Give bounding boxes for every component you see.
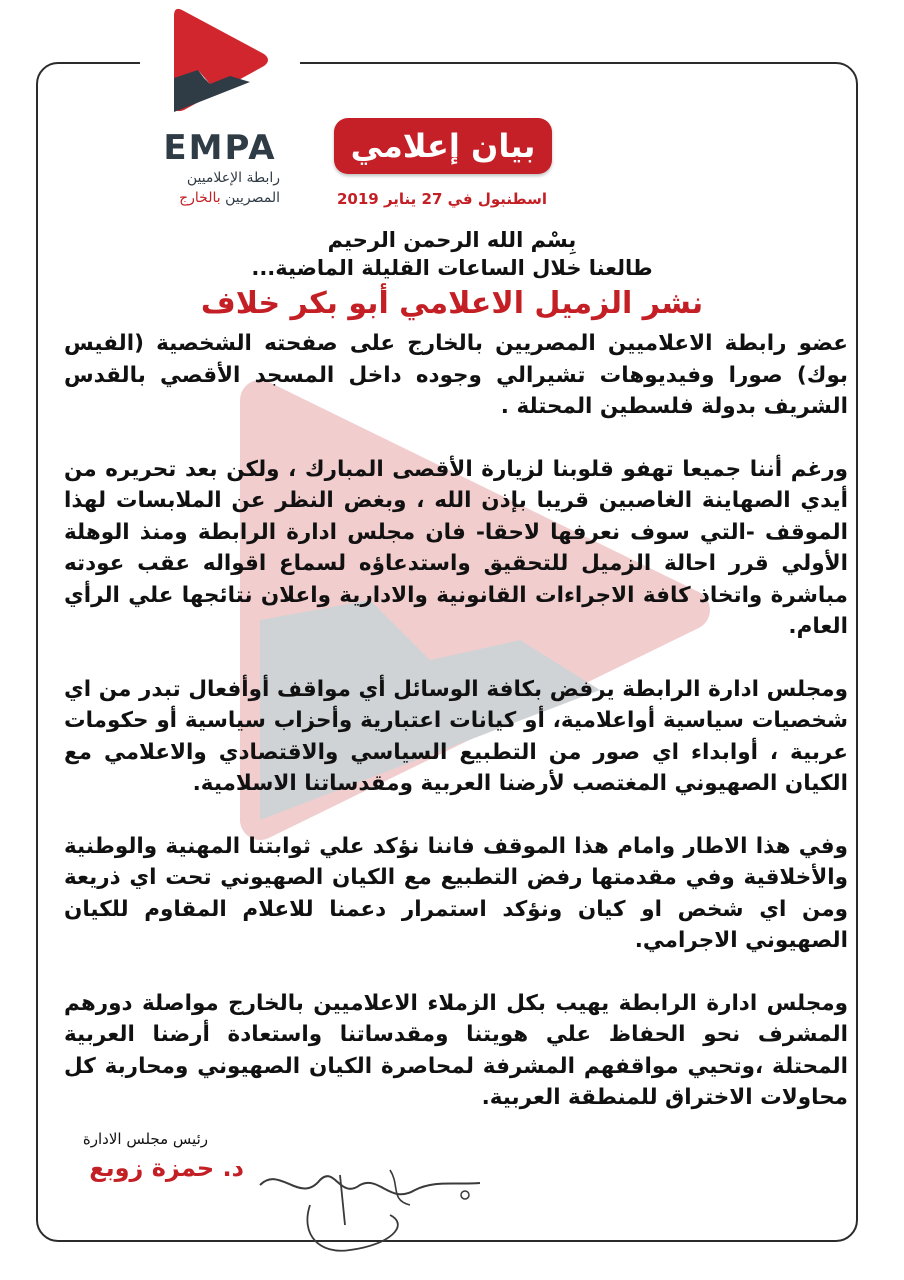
logo-play-icon (164, 0, 276, 120)
empa-logo (140, 0, 300, 220)
paragraph: ومجلس ادارة الرابطة يهيب بكل الزملاء الاعلاميين بالخارج مواصلة دورهم المشرف نحو الحفاظ علي هويتنا ومقدساتنا واستعادة أرضنا العربية المحتلة ،وتحيي مواقفهم المشرفة لمحاصرة الكيان الصهيوني ومحاربة كل محاولات الاختراق للمنطقة العربية. (64, 990, 848, 1110)
basmala: بِسْم الله الرحمن الرحيم (327, 228, 577, 252)
intro-line: طالعنا خلال الساعات القليلة الماضية... (251, 256, 653, 280)
logo-subtitle-accent: بالخارج (179, 190, 221, 206)
logo-subtitle-line1: رابطة الإعلاميين (186, 170, 280, 186)
paragraph: ورغم أننا جميعا تهفو قلوبنا لزيارة الأقصى المبارك ، ولكن بعد تحريره من أيدي الصهاينة الغاصبين قريبا بإذن الله ، وبغض النظر عن الملابسات لهذا الموقف -التي سوف نعرفها لاحقا- فان مجلس ادارة الرابطة ومنذ الوهلة الأولي قرر احالة الزميل للتحقيق واستدعاؤه لسماع اقواله عقب عودته مباشرة واتخاذ كافة الاجراءات القانونية والادارية واعلان نتائجها علي الرأي العام. (64, 456, 848, 639)
logo-subtitle-main: المصريين (225, 190, 280, 206)
headline: نشر الزميل الاعلامي أبو بكر خلاف (200, 286, 704, 321)
paragraph: وفي هذا الاطار وامام هذا الموقف فاننا نؤكد علي ثوابتنا المهنية والوطنية والأخلاقية وفي مقدمتها رفض التطبيع مع الكيان الصهيوني تحت اي ذريعة ومن اي شخص او كيان ونؤكد استمرار دعمنا للاعلام المقاوم للكيان الصهيوني الاجرامي. (64, 833, 848, 953)
paragraph: عضو رابطة الاعلاميين المصريين بالخارج على صفحته الشخصية (الفيس بوك) صورا وفيديوهات تشيرالي وجوده داخل المسجد الأقصي بالقدس الشريف بدولة فلسطين المحتلة . (64, 331, 848, 419)
logo-subtitle-line2 (179, 190, 280, 206)
signatory-title: رئيس مجلس الادارة (82, 1130, 208, 1148)
handwritten-signature (240, 1145, 500, 1279)
signatory-name: د. حمزة زوبع (89, 1154, 244, 1182)
paragraph: ومجلس ادارة الرابطة يرفض بكافة الوسائل أي مواقف أوأفعال تبدر من اي شخصيات سياسية أواعلامية، أو كيانات اعتبارية وأحزاب سياسية أو حكومات عربية ، أوابداء اي صور من التطبيع السياسي والاقتصادي والاعلامي مع الكيان الصهيوني المغتصب لأرضنا العربية ومقدساتنا الاسلامية. (64, 676, 848, 796)
logo-brand: EMPA (163, 128, 277, 168)
press-release-badge: بيان إعلامي (334, 118, 552, 174)
date-place: اسطنبول في 27 يناير 2019 (336, 190, 548, 208)
statement-body (64, 328, 848, 1145)
